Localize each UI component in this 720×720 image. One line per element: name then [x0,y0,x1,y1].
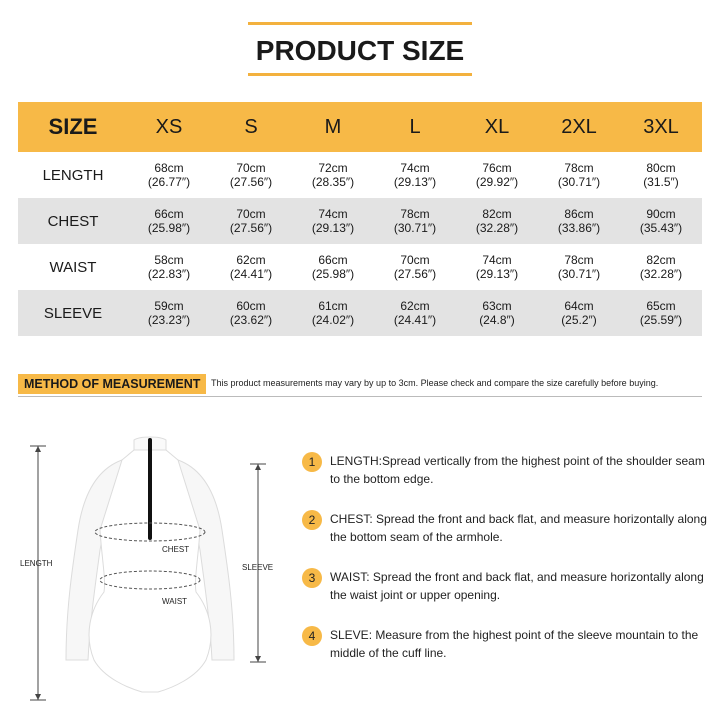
step-text: CHEST: Spread the front and back flat, and measure horizontally along the bottom seam of the armhole. [330,512,707,544]
table-cell [128,207,210,235]
cell-cm: 70cm [236,207,266,221]
cell-in: (32.28″) [639,267,683,281]
header-l: L [409,116,421,138]
cell-in: (24.02″) [311,313,355,327]
step-number: 4 [302,626,322,646]
cell-cm: 66cm [318,253,348,267]
header-xl: XL [484,116,510,138]
divider [18,396,702,397]
page-title: PRODUCT SIZE [248,22,472,76]
cell-cm: 61cm [318,299,348,313]
cell-in: (30.71″) [557,175,601,189]
cell-in: (29.92″) [475,175,519,189]
cell-cm: 59cm [154,299,184,313]
header-3xl: 3XL [643,116,679,138]
table-cell [374,207,456,235]
table-cell [210,161,292,189]
table-cell [292,207,374,235]
cell-cm: 60cm [236,299,266,313]
cell-in: (35.43″) [639,221,683,235]
step-item [300,622,710,680]
cell-cm: 62cm [236,253,266,267]
row-label: WAIST [49,258,97,276]
method-label: METHOD OF MEASUREMENT [18,374,206,394]
table-cell [620,299,702,327]
cell-cm: 82cm [482,207,512,221]
bodysuit-illustration [66,437,234,692]
cell-cm: 74cm [400,161,430,175]
method-note: This product measurements may vary by up to 3cm. Please check and compare the size carefully before buying. [211,378,659,388]
cell-in: (31.5″) [643,175,679,189]
table-cell [538,299,620,327]
cell-in: (29.13″) [311,221,355,235]
cell-cm: 65cm [646,299,676,313]
table-header [18,102,702,152]
step-text: WAIST: Spread the front and back flat, and measure horizontally along the waist joint or upper opening. [330,570,704,602]
table-cell [456,161,538,189]
chest-label: CHEST [162,545,190,554]
cell-cm: 76cm [482,161,512,175]
cell-in: (24.41″) [393,313,437,327]
table-cell [210,299,292,327]
waist-label: WAIST [162,597,188,606]
cell-in: (29.13″) [475,267,519,281]
cell-cm: 62cm [400,299,430,313]
table-cell [456,253,538,281]
cell-in: (30.71″) [393,221,437,235]
table-cell [538,207,620,235]
measurement-steps [300,448,710,680]
step-number: 3 [302,568,322,588]
row-label: CHEST [47,212,99,230]
header-size: SIZE [48,114,98,139]
cell-in: (26.77″) [147,175,191,189]
header-s: S [244,116,258,138]
cell-in: (25.59″) [639,313,683,327]
header-xs: XS [155,116,183,138]
cell-cm: 78cm [564,253,594,267]
step-item [300,564,710,622]
cell-in: (23.62″) [229,313,273,327]
sleeve-label: SLEEVE [242,563,274,572]
table-cell [538,161,620,189]
table-cell [620,253,702,281]
header-2xl: 2XL [561,116,597,138]
cell-in: (32.28″) [475,221,519,235]
step-item [300,506,710,564]
cell-in: (22.83″) [147,267,191,281]
cell-cm: 80cm [646,161,676,175]
table-cell [456,299,538,327]
table-cell [128,253,210,281]
cell-in: (28.35″) [311,175,355,189]
length-measure [30,446,46,700]
cell-cm: 86cm [564,207,594,221]
table-cell [292,161,374,189]
cell-cm: 82cm [646,253,676,267]
cell-cm: 74cm [318,207,348,221]
table-cell [128,299,210,327]
cell-in: (33.86″) [557,221,601,235]
table-cell [620,161,702,189]
cell-in: (25.98″) [147,221,191,235]
table-cell [620,207,702,235]
cell-cm: 68cm [154,161,184,175]
table-row-length [18,152,702,198]
cell-cm: 72cm [318,161,348,175]
title-container [0,22,720,76]
cell-cm: 90cm [646,207,676,221]
cell-cm: 70cm [400,253,430,267]
table-cell [292,253,374,281]
cell-cm: 66cm [154,207,184,221]
cell-cm: 78cm [564,161,594,175]
cell-cm: 58cm [154,253,184,267]
header-m: M [324,116,342,138]
cell-cm: 64cm [564,299,594,313]
cell-in: (27.56″) [229,221,273,235]
cell-in: (30.71″) [557,267,601,281]
cell-in: (24.41″) [229,267,273,281]
row-label: LENGTH [42,166,104,184]
table-cell [538,253,620,281]
table-cell [374,253,456,281]
cell-cm: 70cm [236,161,266,175]
cell-cm: 74cm [482,253,512,267]
table-row-chest [18,198,702,244]
cell-cm: 78cm [400,207,430,221]
cell-in: (23.23″) [147,313,191,327]
table-cell [128,161,210,189]
table-cell [292,299,374,327]
garment-figure [0,420,300,720]
size-table [18,102,702,336]
table-row-waist [18,244,702,290]
table-row-sleeve [18,290,702,336]
cell-in: (27.56″) [393,267,437,281]
cell-in: (27.56″) [229,175,273,189]
table-cell [456,207,538,235]
row-label: SLEEVE [43,304,103,322]
cell-in: (25.2″) [561,313,597,327]
cell-in: (24.8″) [479,313,515,327]
table-cell [374,299,456,327]
table-cell [210,207,292,235]
table-cell [210,253,292,281]
cell-in: (25.98″) [311,267,355,281]
cell-in: (29.13″) [393,175,437,189]
step-text: LENGTH:Spread vertically from the highest point of the shoulder seam to the bottom edge. [330,454,705,486]
cell-cm: 63cm [482,299,512,313]
step-item [300,448,710,506]
step-text: SLEVE: Measure from the highest point of the sleeve mountain to the middle of the cuff line. [330,628,699,660]
table-cell [374,161,456,189]
length-label: LENGTH [20,559,53,568]
step-number: 2 [302,510,322,530]
step-number: 1 [302,452,322,472]
